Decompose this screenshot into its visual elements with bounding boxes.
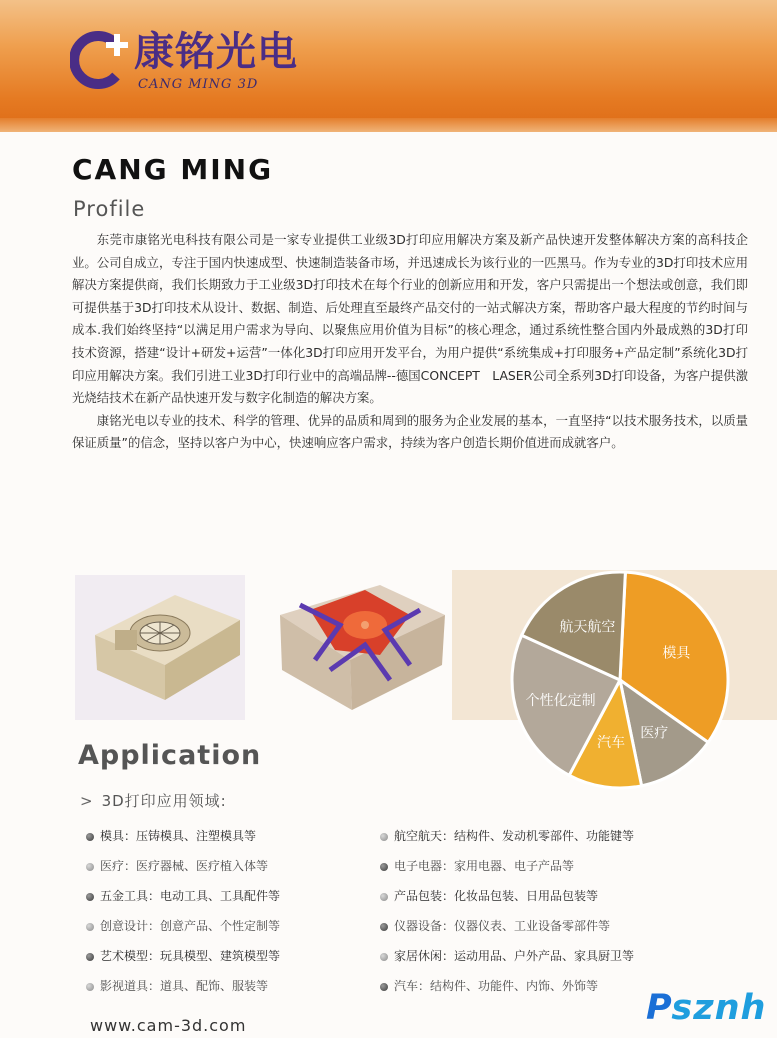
bullet-icon xyxy=(380,953,388,961)
bullet-icon xyxy=(86,923,94,931)
application-subtitle xyxy=(80,790,227,811)
mold-photo xyxy=(75,575,245,720)
watermark-rest: sznh xyxy=(671,988,767,1028)
profile-paragraph-2: 康铭光电以专业的技术、科学的管理、优异的品质和周到的服务为企业发展的基本，一直坚持“以技术服务技术，以质量保证质量”的信念，坚持以客户为中心，快速响应客户需求，持续为客户创造长期价值进而成就客户。 xyxy=(72,412,748,451)
item-category: 创意设计： xyxy=(100,919,161,933)
bullet-icon xyxy=(380,833,388,841)
item-category: 航空航天： xyxy=(394,829,455,843)
list-item xyxy=(86,854,386,884)
header-band xyxy=(0,118,777,132)
item-detail: 道具、配饰、服装等 xyxy=(160,979,269,993)
application-title: Application xyxy=(78,740,262,771)
mold-render-photo xyxy=(270,570,450,720)
item-category: 影视道具： xyxy=(100,979,161,993)
website-link[interactable]: www.cam-3d.com xyxy=(90,1016,247,1035)
pie-label-4: 个性化定制 xyxy=(525,693,596,710)
bullet-icon xyxy=(86,953,94,961)
list-item xyxy=(86,914,386,944)
item-category: 艺术模型： xyxy=(100,949,161,963)
bullet-icon xyxy=(86,863,94,871)
item-detail: 家用电器、电子产品等 xyxy=(454,859,575,873)
list-item xyxy=(86,944,386,974)
item-detail: 压铸模具、注塑模具等 xyxy=(136,829,257,843)
item-category: 汽车： xyxy=(394,979,431,993)
bullet-icon xyxy=(86,833,94,841)
profile-body xyxy=(72,229,748,455)
list-item xyxy=(380,854,680,884)
item-detail: 医疗器械、医疗植入体等 xyxy=(136,859,269,873)
list-item xyxy=(86,974,386,1004)
profile-title: CANG MING xyxy=(72,153,274,186)
item-detail: 创意产品、个性定制等 xyxy=(160,919,281,933)
bullet-icon xyxy=(380,863,388,871)
application-list-right xyxy=(380,824,680,1004)
list-item xyxy=(86,824,386,854)
item-category: 模具： xyxy=(100,829,137,843)
pie-label-3: 汽车 xyxy=(596,734,625,751)
item-detail: 结构件、发动机零部件、功能键等 xyxy=(454,829,635,843)
list-item xyxy=(380,824,680,854)
item-category: 电子电器： xyxy=(394,859,455,873)
bullet-icon xyxy=(380,893,388,901)
watermark-p: P xyxy=(646,988,672,1028)
item-detail: 结构件、功能件、内饰、外饰等 xyxy=(430,979,599,993)
profile-paragraph-1: 东莞市康铭光电科技有限公司是一家专业提供工业级3D打印应用解决方案及新产品快速开发整体解决方案的高科技企业。公司自成立，专注于国内快速成型、快速制造装备市场，并迅速成长为该行业的一匹黑马。作为专业的3D打印技术应用解决方案提供商，我们长期致力于工业级3D打印技术在每个行业的创新应用和开发，客户只需提出一个想法或创意，我们即可提供基于3D打印技术从设计、数据、制造、后处理直至最终产品交付的一站式解决方案，帮助客户最大程度的节约时间与成本.我们始终坚持“以满足用户需求为导向、以聚焦应用价值为目标”的核心理念，通过系统性整合国内外最成熟的3D打印技术资源，搭建“设计+研发+运营”一体化3D打印应用开发平台，为用户提供“系统集成+打印服务+产品定制”系统化3D打印应用解决方案。我们引进工业3D打印行业中的高端品牌--德国CONCEPT LASER公司全系列3D打印设备，为客户提供激光烧结技术在新产品快速开发与数字化制造的解决方案。 xyxy=(72,232,748,406)
bullet-icon xyxy=(86,893,94,901)
item-detail: 运动用品、户外产品、家具厨卫等 xyxy=(454,949,635,963)
item-category: 五金工具： xyxy=(100,889,161,903)
item-detail: 电动工具、工具配件等 xyxy=(160,889,281,903)
pie-label-1: 模具 xyxy=(662,645,691,662)
list-item xyxy=(86,884,386,914)
watermark xyxy=(646,988,766,1028)
list-item xyxy=(380,944,680,974)
chevron-right-icon: > xyxy=(80,792,94,810)
item-category: 产品包装： xyxy=(394,889,455,903)
list-item xyxy=(380,974,680,1004)
brand-name-en: CANG MING 3D xyxy=(138,77,259,92)
pie-label-2: 医疗 xyxy=(640,725,669,742)
application-list-left xyxy=(86,824,386,1004)
profile-subtitle: Profile xyxy=(73,197,146,221)
bullet-icon xyxy=(380,983,388,991)
item-detail: 玩具模型、建筑模型等 xyxy=(160,949,281,963)
bullet-icon xyxy=(86,983,94,991)
pie-label-5: 航天航空 xyxy=(559,619,616,636)
application-pie-chart xyxy=(500,560,740,800)
item-category: 家居休闲： xyxy=(394,949,455,963)
bullet-icon xyxy=(380,923,388,931)
item-category: 医疗： xyxy=(100,859,137,873)
item-category: 仪器设备： xyxy=(394,919,455,933)
item-detail: 仪器仪表、工业设备零部件等 xyxy=(454,919,611,933)
brand-logo-icon xyxy=(70,30,134,90)
brand-name-cn: 康铭光电 xyxy=(134,29,298,75)
item-detail: 化妆品包装、日用品包装等 xyxy=(454,889,599,903)
list-item xyxy=(380,914,680,944)
list-item xyxy=(380,884,680,914)
application-subtitle-text: 3D打印应用领域: xyxy=(101,792,227,810)
